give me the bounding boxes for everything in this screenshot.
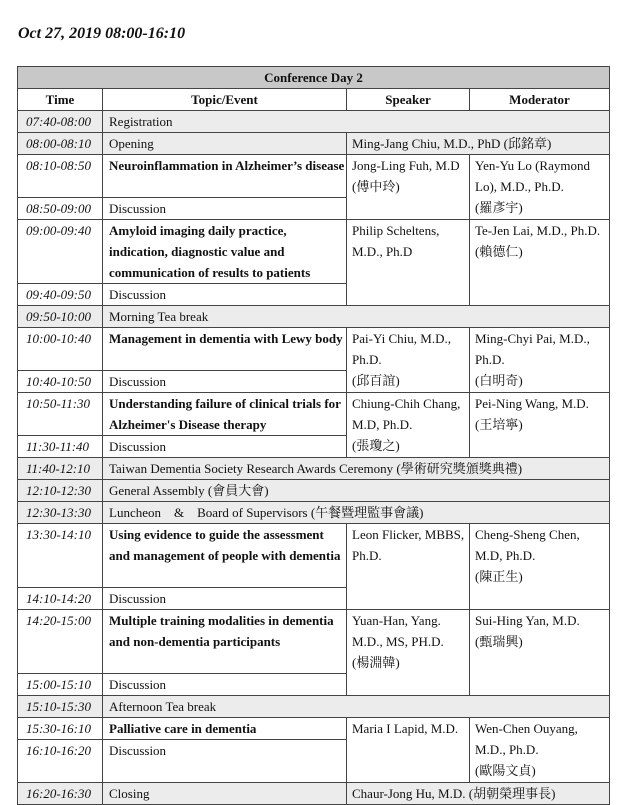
topic-cell: Discussion: [103, 284, 347, 306]
time-cell: 12:30-13:30: [18, 502, 103, 524]
speaker-name: Yuan-Han, Yang. M.D., MS, PH.D.: [352, 613, 444, 649]
time-cell: 08:50-09:00: [18, 198, 103, 220]
speaker-name: Pai-Yi Chiu, M.D., Ph.D.: [352, 331, 451, 367]
topic-cell: Luncheon & Board of Supervisors (午餐暨理監事會議): [103, 502, 610, 524]
speaker-cell: [347, 155, 470, 220]
time-cell: 15:10-15:30: [18, 696, 103, 718]
speaker-name: Jong-Ling Fuh, M.D: [352, 158, 460, 173]
speaker-name: Leon Flicker, MBBS, Ph.D.: [352, 527, 465, 563]
table-row: [18, 718, 610, 740]
speaker-cell: [347, 610, 470, 696]
header-row: [18, 89, 610, 111]
moderator-cell: [470, 328, 610, 393]
topic-cell: Discussion: [103, 198, 347, 220]
speaker-cell: [347, 718, 470, 783]
speaker-chinese-name: (傅中玲): [352, 179, 400, 194]
speaker-cell: [347, 393, 470, 458]
time-cell: 15:00-15:10: [18, 674, 103, 696]
moderator-name: Pei-Ning Wang, M.D.: [475, 396, 589, 411]
table-row: [18, 458, 610, 480]
topic-cell: Neuroinflammation in Alzheimer’s disease: [103, 155, 347, 198]
time-cell: 16:10-16:20: [18, 740, 103, 783]
table-row: [18, 696, 610, 718]
conference-day-banner: Conference Day 2: [18, 67, 610, 89]
moderator-cell: [470, 524, 610, 610]
time-cell: 08:10-08:50: [18, 155, 103, 198]
topic-cell: Registration: [103, 111, 610, 133]
moderator-chinese-name: (賴德仁): [475, 244, 523, 259]
page-title: Oct 27, 2019 08:00-16:10: [18, 25, 186, 42]
time-cell: 12:10-12:30: [18, 480, 103, 502]
table-row: [18, 524, 610, 588]
time-cell: 10:00-10:40: [18, 328, 103, 371]
speaker-name: Maria I Lapid, M.D.: [352, 721, 459, 736]
topic-cell: Management in dementia with Lewy body: [103, 328, 347, 371]
moderator-name: Wen-Chen Ouyang, M.D., Ph.D.: [475, 721, 578, 757]
moderator-name: Yen-Yu Lo (Raymond Lo), M.D., Ph.D.: [475, 158, 590, 194]
time-cell: 16:20-16:30: [18, 783, 103, 805]
speaker-name: Philip Scheltens, M.D., Ph.D: [352, 223, 440, 259]
moderator-chinese-name: (甄瑞興): [475, 634, 523, 649]
topic-cell: Palliative care in dementia: [103, 718, 347, 740]
time-cell: 09:40-09:50: [18, 284, 103, 306]
table-row: [18, 610, 610, 674]
speaker-cell: Ming-Jang Chiu, M.D., PhD (邱銘章): [347, 133, 610, 155]
moderator-cell: [470, 393, 610, 458]
table-row: [18, 393, 610, 436]
moderator-name: Sui-Hing Yan, M.D.: [475, 613, 580, 628]
topic-cell: General Assembly (會員大會): [103, 480, 610, 502]
time-cell: 08:00-08:10: [18, 133, 103, 155]
time-cell: 10:50-11:30: [18, 393, 103, 436]
topic-cell: Opening: [103, 133, 347, 155]
time-cell: 14:10-14:20: [18, 588, 103, 610]
moderator-cell: [470, 220, 610, 306]
topic-cell: Using evidence to guide the assessment and management of people with dementia: [103, 524, 347, 588]
time-cell: 13:30-14:10: [18, 524, 103, 588]
table-row: [18, 502, 610, 524]
moderator-name: Ming-Chyi Pai, M.D., Ph.D.: [475, 331, 590, 367]
topic-cell: Taiwan Dementia Society Research Awards Ceremony (學術研究獎頒獎典禮): [103, 458, 610, 480]
time-cell: 07:40-08:00: [18, 111, 103, 133]
header-moderator: Moderator: [470, 89, 610, 111]
moderator-chinese-name: (白明奇): [475, 373, 523, 388]
moderator-name: Cheng-Sheng Chen, M.D, Ph.D.: [475, 527, 580, 563]
time-cell: 09:00-09:40: [18, 220, 103, 284]
speaker-chinese-name: (楊淵韓): [352, 655, 400, 670]
speaker-cell: [347, 524, 470, 610]
topic-cell: Discussion: [103, 371, 347, 393]
table-row: [18, 328, 610, 371]
table-row: [18, 306, 610, 328]
topic-cell: Morning Tea break: [103, 306, 610, 328]
topic-cell: Multiple training modalities in dementia and non-dementia participants: [103, 610, 347, 674]
time-cell: 11:30-11:40: [18, 436, 103, 458]
speaker-cell: [347, 328, 470, 393]
topic-cell: Discussion: [103, 674, 347, 696]
topic-cell: Afternoon Tea break: [103, 696, 610, 718]
moderator-chinese-name: (歐陽文貞): [475, 763, 536, 778]
table-row: [18, 111, 610, 133]
header-topic: Topic/Event: [103, 89, 347, 111]
time-cell: 15:30-16:10: [18, 718, 103, 740]
speaker-name: Chiung-Chih Chang, M.D, Ph.D.: [352, 396, 461, 432]
speaker-cell: [347, 220, 470, 306]
table-row: [18, 480, 610, 502]
moderator-chinese-name: (王培寧): [475, 417, 523, 432]
topic-cell: Discussion: [103, 588, 347, 610]
speaker-cell: Chaur-Jong Hu, M.D. (胡朝榮理事長): [347, 783, 610, 805]
time-cell: 09:50-10:00: [18, 306, 103, 328]
moderator-cell: [470, 718, 610, 783]
topic-cell: Understanding failure of clinical trials for Alzheimer's Disease therapy: [103, 393, 347, 436]
speaker-chinese-name: (張瓊之): [352, 438, 400, 453]
table-row: [18, 783, 610, 805]
header-time: Time: [18, 89, 103, 111]
moderator-name: Te-Jen Lai, M.D., Ph.D.: [475, 223, 601, 238]
moderator-chinese-name: (羅彥宇): [475, 200, 523, 215]
time-cell: 14:20-15:00: [18, 610, 103, 674]
topic-cell: Closing: [103, 783, 347, 805]
schedule-table: [17, 66, 610, 805]
table-row: [18, 155, 610, 198]
header-speaker: Speaker: [347, 89, 470, 111]
time-cell: 10:40-10:50: [18, 371, 103, 393]
moderator-chinese-name: (陳正生): [475, 569, 523, 584]
moderator-cell: [470, 610, 610, 696]
speaker-chinese-name: (邱百誼): [352, 373, 400, 388]
moderator-cell: [470, 155, 610, 220]
topic-cell: Amyloid imaging daily practice, indication, diagnostic value and communication of results to patients: [103, 220, 347, 284]
table-row: [18, 133, 610, 155]
topic-cell: Discussion: [103, 436, 347, 458]
banner-row: [18, 67, 610, 89]
table-row: [18, 220, 610, 284]
time-cell: 11:40-12:10: [18, 458, 103, 480]
topic-cell: Discussion: [103, 740, 347, 783]
